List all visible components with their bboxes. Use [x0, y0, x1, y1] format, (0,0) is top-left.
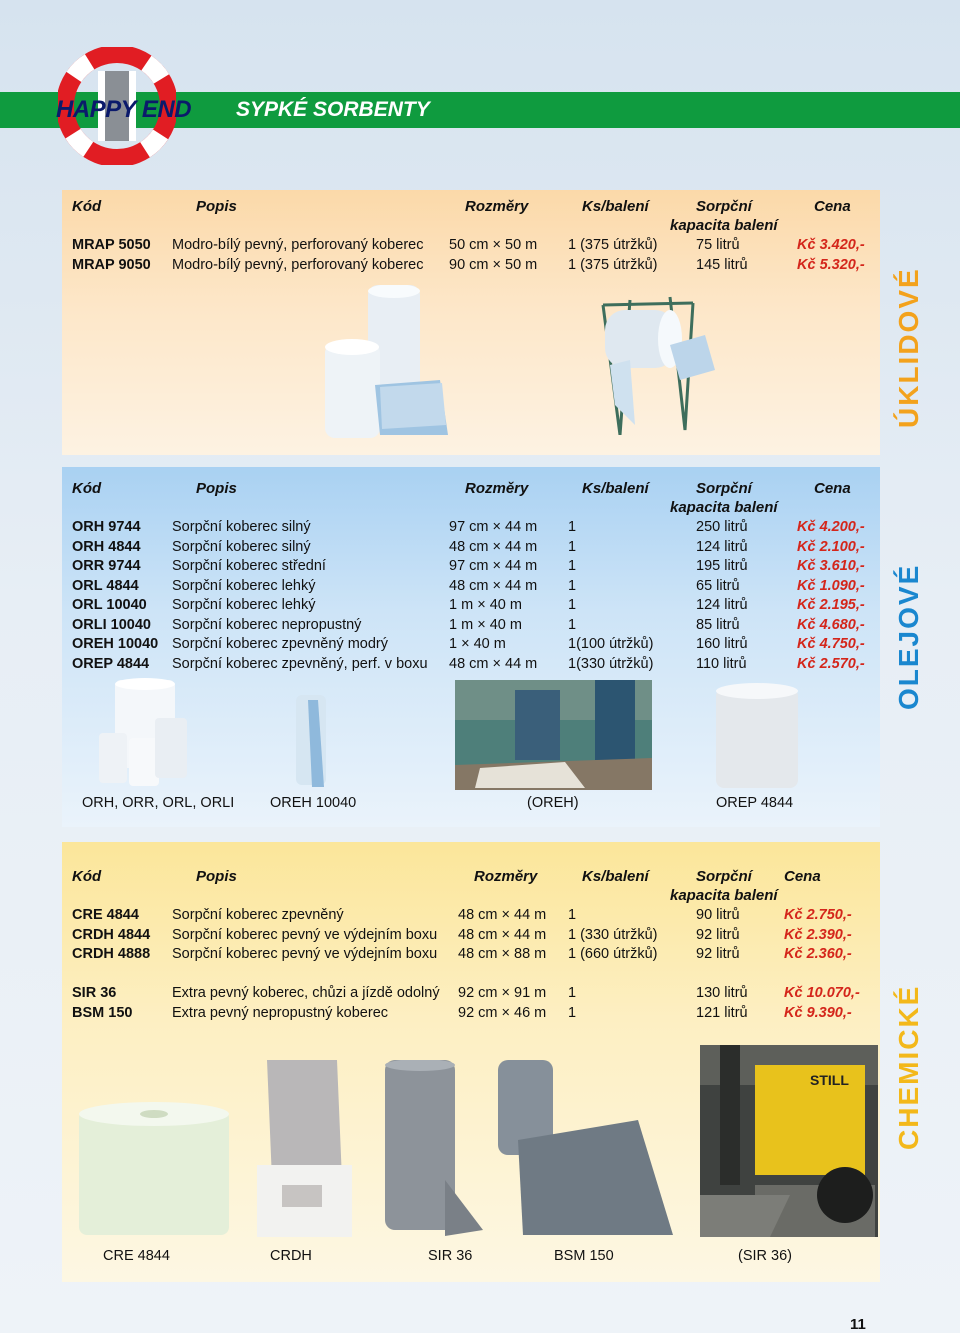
row-dimensions: 1 m × 40 m	[449, 616, 522, 633]
row-code: ORL 10040	[72, 597, 147, 613]
row-capacity: 124 litrů	[696, 597, 748, 613]
caption: OREP 4844	[716, 795, 794, 811]
row-price: Kč 2.360,-	[784, 946, 852, 962]
column-header-cena: Cena	[814, 480, 851, 497]
row-dimensions: 48 cm × 44 m	[458, 907, 547, 923]
bsm150-roll-image	[488, 1060, 678, 1240]
row-dimensions: 1 × 40 m	[449, 636, 506, 652]
row-pack: 1	[568, 1004, 577, 1021]
row-capacity: 130 litrů	[696, 985, 748, 1001]
row-dimensions: 90 cm × 50 m	[449, 256, 538, 273]
row-price: Kč 2.750,-	[784, 907, 852, 923]
row-code: OREH 10040	[72, 636, 159, 652]
row-description: Modro-bílý pevný, perforovaný koberec	[172, 237, 424, 253]
row-capacity: 250 litrů	[696, 519, 748, 535]
row-dimensions: 50 cm × 50 m	[449, 237, 538, 253]
row-description: Sorpční koberec lehký	[172, 597, 316, 613]
row-description: Modro-bílý pevný, perforovaný koberec	[172, 256, 424, 273]
row-price: Kč 4.750,-	[797, 636, 865, 652]
forklift-brand-text: STILL	[810, 1072, 849, 1088]
row-price: Kč 4.200,-	[797, 519, 865, 535]
row-pack: 1	[568, 616, 577, 633]
row-code: CRE 4844	[72, 907, 139, 923]
row-capacity: 75 litrů	[696, 237, 740, 253]
row-pack: 1(100 útržků)	[568, 636, 654, 652]
row-dimensions: 97 cm × 44 m	[449, 558, 538, 574]
row-capacity: 145 litrů	[696, 256, 748, 273]
row-pack: 1	[568, 907, 577, 923]
row-description: Sorpční koberec pevný ve výdejním boxu	[172, 946, 438, 962]
caption: ORH, ORR, ORL, ORLI	[82, 795, 235, 811]
row-pack: 1	[568, 538, 577, 555]
roll-stack-image	[320, 285, 450, 445]
column-header-sorp: Sorpční	[696, 480, 752, 497]
blue-roll-image	[290, 695, 338, 790]
row-pack: 1	[568, 519, 577, 535]
row-pack: 1 (375 útržků)	[568, 237, 658, 253]
row-price: Kč 9.390,-	[784, 1004, 852, 1021]
row-dimensions: 92 cm × 46 m	[458, 1004, 547, 1021]
row-code: ORH 9744	[72, 519, 141, 535]
dispenser-stand-image	[575, 285, 725, 435]
row-code: SIR 36	[72, 985, 117, 1001]
column-header-kod: Kód	[72, 868, 102, 885]
caption: (OREH)	[527, 795, 579, 811]
row-description: Sorpční koberec pevný ve výdejním boxu	[172, 926, 438, 943]
row-price: Kč 2.570,-	[797, 655, 865, 672]
row-capacity: 110 litrů	[696, 655, 747, 672]
column-header-ks: Ks/balení	[582, 868, 649, 885]
row-price: Kč 2.195,-	[797, 597, 865, 613]
row-description: Sorpční koberec zpevněný modrý	[172, 636, 388, 652]
row-code: CRDH 4888	[72, 946, 151, 962]
row-code: ORLI 10040	[72, 616, 151, 633]
row-code: MRAP 9050	[72, 256, 151, 273]
row-pack: 1	[568, 558, 577, 574]
brand-title: HAPPY END	[56, 96, 192, 123]
row-description: Sorpční koberec silný	[172, 519, 311, 535]
column-header-kod: Kód	[72, 198, 102, 215]
row-capacity: 195 litrů	[696, 558, 748, 574]
column-header-cena: Cena	[814, 198, 851, 215]
row-pack: 1 (330 útržků)	[568, 926, 658, 943]
orep-roll-image	[714, 682, 800, 792]
row-pack: 1 (660 útržků)	[568, 946, 658, 962]
column-header-ks: Ks/balení	[582, 480, 649, 497]
row-pack: 1(330 útržků)	[568, 655, 654, 672]
factory-photo	[455, 680, 652, 790]
row-price: Kč 4.680,-	[797, 616, 865, 633]
row-code: ORH 4844	[72, 538, 141, 555]
row-description: Sorpční koberec zpevněný, perf. v boxu	[172, 655, 428, 672]
row-capacity: 85 litrů	[696, 616, 740, 633]
column-header-cena: Cena	[784, 868, 821, 885]
forklift-photo	[700, 1045, 878, 1237]
row-code: CRDH 4844	[72, 926, 151, 943]
row-pack: 1	[568, 985, 577, 1001]
cre-roll-image	[75, 1100, 235, 1240]
row-description: Sorpční koberec nepropustný	[172, 616, 362, 633]
row-code: MRAP 5050	[72, 237, 151, 253]
row-description: Sorpční koberec střední	[172, 558, 326, 574]
row-pack: 1 (375 útržků)	[568, 256, 658, 273]
caption: CRE 4844	[103, 1248, 170, 1264]
column-header-sorp: Sorpční	[696, 198, 752, 215]
caption: (SIR 36)	[738, 1248, 792, 1264]
section-label-olej: OLEJOVÉ	[893, 563, 924, 710]
column-header-popis: Popis	[196, 480, 237, 497]
row-price: Kč 10.070,-	[784, 985, 860, 1001]
row-capacity: 160 litrů	[696, 636, 748, 652]
column-header-rozmery: Rozměry	[465, 480, 529, 497]
row-capacity: 124 litrů	[696, 538, 748, 555]
row-dimensions: 48 cm × 44 m	[449, 577, 538, 594]
row-dimensions: 48 cm × 44 m	[449, 538, 538, 555]
row-price: Kč 2.100,-	[797, 538, 865, 555]
page-subtitle: SYPKÉ SORBENTY	[236, 98, 430, 121]
row-price: Kč 5.320,-	[797, 256, 865, 273]
page-number: 11	[850, 1316, 866, 1333]
row-description: Sorpční koberec silný	[172, 538, 311, 555]
column-header-sorp: Sorpční	[696, 868, 752, 885]
column-header-rozmery: Rozměry	[474, 868, 538, 885]
row-dimensions: 92 cm × 91 m	[458, 985, 547, 1001]
row-pack: 1	[568, 577, 577, 594]
oil-rolls-image	[97, 678, 192, 788]
row-pack: 1	[568, 597, 577, 613]
row-code: BSM 150	[72, 1004, 133, 1021]
row-price: Kč 3.610,-	[797, 558, 865, 574]
row-capacity: 65 litrů	[696, 577, 740, 594]
row-dimensions: 48 cm × 44 m	[449, 655, 538, 672]
row-dimensions: 48 cm × 88 m	[458, 946, 547, 962]
column-header-rozmery: Rozměry	[465, 198, 529, 215]
row-code: ORL 4844	[72, 577, 139, 594]
row-description: Extra pevný koberec, chůzi a jízdě odolný	[172, 985, 440, 1001]
row-dimensions: 1 m × 40 m	[449, 597, 522, 613]
column-header-sorp2: kapacita balení	[670, 887, 778, 904]
row-description: Sorpční koberec zpevněný	[172, 907, 344, 923]
column-header-sorp2: kapacita balení	[670, 499, 778, 516]
row-price: Kč 2.390,-	[784, 926, 852, 943]
caption: CRDH	[270, 1248, 312, 1264]
row-dimensions: 97 cm × 44 m	[449, 519, 538, 535]
row-capacity: 121 litrů	[696, 1004, 748, 1021]
caption: SIR 36	[428, 1248, 473, 1264]
sir36-roll-image	[375, 1060, 485, 1240]
column-header-popis: Popis	[196, 198, 237, 215]
row-description: Extra pevný nepropustný koberec	[172, 1004, 389, 1021]
row-price: Kč 1.090,-	[797, 577, 865, 594]
row-code: OREP 4844	[72, 655, 150, 672]
column-header-popis: Popis	[196, 868, 237, 885]
crdh-box-image	[242, 1060, 362, 1240]
row-description: Sorpční koberec lehký	[172, 577, 316, 594]
column-header-ks: Ks/balení	[582, 198, 649, 215]
row-capacity: 92 litrů	[696, 926, 740, 943]
caption: OREH 10040	[270, 795, 357, 811]
row-code: ORR 9744	[72, 558, 141, 574]
caption: BSM 150	[554, 1248, 614, 1264]
section-label-chem: CHEMICKÉ	[893, 984, 924, 1150]
row-capacity: 90 litrů	[696, 907, 740, 923]
column-header-sorp2: kapacita balení	[670, 217, 778, 234]
row-capacity: 92 litrů	[696, 946, 740, 962]
section-label-ukl: ÚKLIDOVÉ	[893, 267, 924, 428]
column-header-kod: Kód	[72, 480, 102, 497]
row-price: Kč 3.420,-	[797, 237, 865, 253]
row-dimensions: 48 cm × 44 m	[458, 926, 547, 943]
